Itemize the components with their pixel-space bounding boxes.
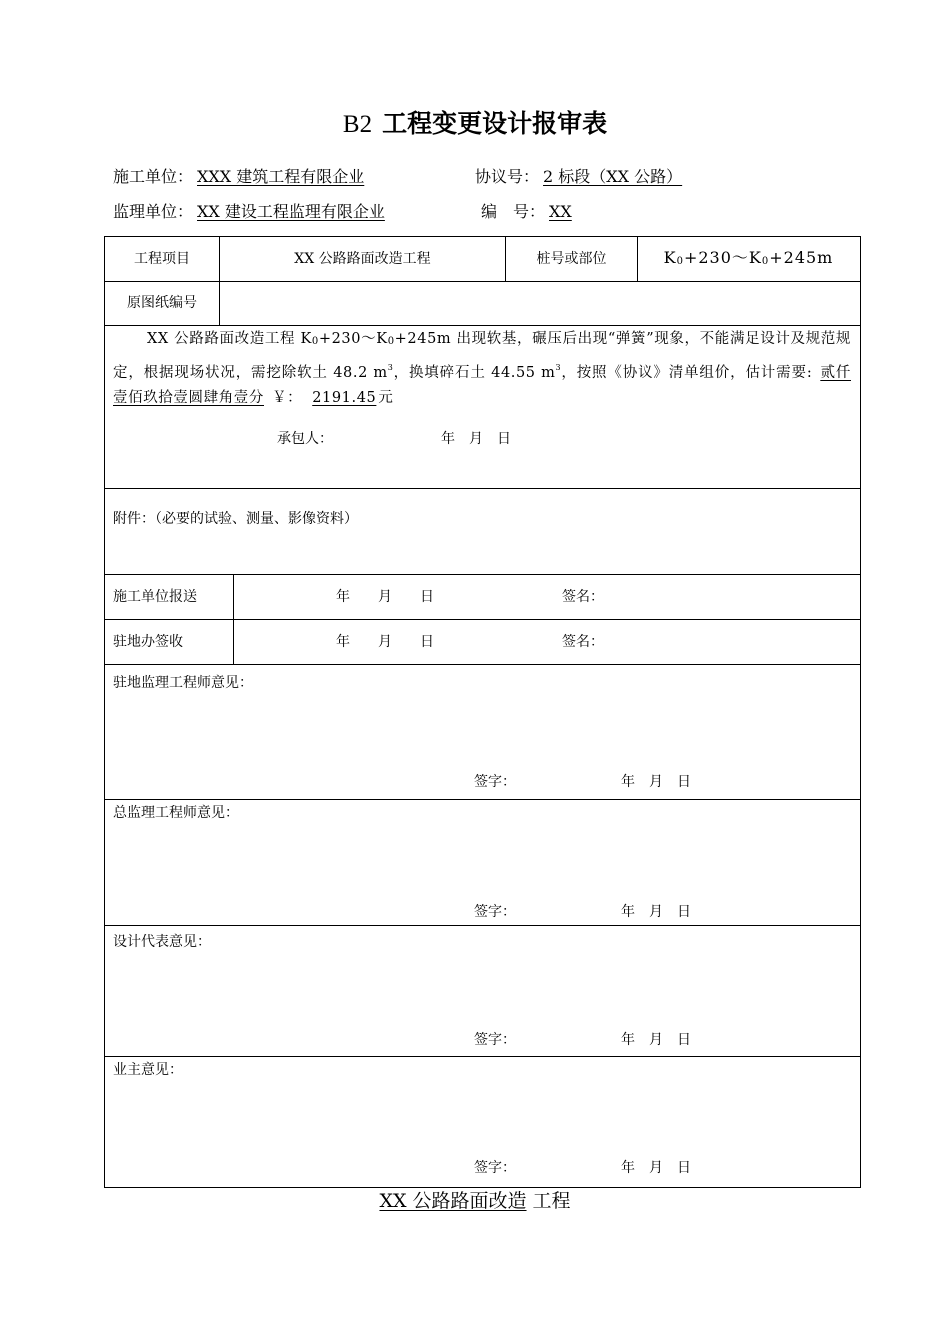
project-value: XX 公路路面改造工程 xyxy=(294,251,431,267)
row-divider xyxy=(104,281,861,282)
resident-engineer-label: 驻地监理工程师意见： xyxy=(113,675,253,691)
agreement-value: 2 标段（XX 公路） xyxy=(543,167,683,186)
row-divider xyxy=(104,925,861,926)
col-divider xyxy=(233,574,234,664)
desc-part1: XX 公路路面改造工程 K xyxy=(147,331,312,347)
contractor-row xyxy=(113,166,368,188)
station-mid: +230～K xyxy=(683,248,762,267)
receive-date: 年 月 日 xyxy=(336,634,434,650)
change-description xyxy=(113,327,851,412)
desc-part2: +230～K xyxy=(318,331,388,347)
footer-rest: 工程 xyxy=(532,1190,571,1212)
drawing-label: 原图纸编号 xyxy=(127,295,197,311)
form-title: 工程变更设计报审表 xyxy=(382,109,608,138)
receive-sign-label: 签名： xyxy=(562,634,604,650)
row-divider xyxy=(104,488,861,489)
row-divider xyxy=(104,325,861,326)
owner-sign-label: 签字： xyxy=(474,1160,516,1176)
station-sub2: 0 xyxy=(761,256,770,267)
attachment-label: 附件：（必要的试验、测量、影像资料） xyxy=(113,511,358,527)
row-divider xyxy=(104,1056,861,1057)
station-sub1: 0 xyxy=(676,256,684,267)
project-label: 工程项目 xyxy=(134,251,190,267)
owner-label: 业主意见： xyxy=(113,1062,183,1078)
agreement-label: 协议号： xyxy=(475,167,540,186)
contractor-date: 年 月 日 xyxy=(441,431,511,447)
supervisor-row xyxy=(113,201,389,223)
agreement-row xyxy=(475,166,686,188)
receive-label: 驻地办签收 xyxy=(113,634,183,650)
desc-sub2: 0 xyxy=(387,336,395,347)
submit-label: 施工单位报送 xyxy=(113,589,197,605)
amount-unit: 元 xyxy=(378,390,394,406)
desc-sup2: 3 xyxy=(555,362,562,372)
design-date: 年 月 日 xyxy=(621,1032,691,1048)
form-code: B2 xyxy=(342,111,373,138)
submit-sign-label: 签名： xyxy=(562,589,604,605)
owner-date: 年 月 日 xyxy=(621,1160,691,1176)
resident-sign-label: 签字： xyxy=(474,774,516,790)
contractor-label: 施工单位： xyxy=(113,167,194,186)
yen-label: ￥： xyxy=(272,390,303,406)
page-footer xyxy=(0,1187,950,1215)
number-value: XX xyxy=(549,202,572,221)
amount-in-words: 贰仟壹佰玖拾壹圆肆角壹分 xyxy=(113,364,851,406)
resident-date: 年 月 日 xyxy=(621,774,691,790)
row-divider xyxy=(104,574,861,575)
row-divider xyxy=(104,619,861,620)
desc-part5: ，按照《协议》清单组价，估计需要: xyxy=(561,364,813,381)
row-divider xyxy=(104,799,861,800)
supervisor-value: XX 建设工程监理有限企业 xyxy=(197,202,385,221)
chief-engineer-label: 总监理工程师意见： xyxy=(113,805,239,821)
chief-date: 年 月 日 xyxy=(621,904,691,920)
station-value xyxy=(638,248,859,272)
contractor-person-label: 承包人： xyxy=(277,431,333,447)
number-row xyxy=(481,201,576,223)
submit-date: 年 月 日 xyxy=(336,589,434,605)
station-end: +245m xyxy=(769,248,834,267)
number-label: 编 号： xyxy=(481,202,546,221)
supervisor-label: 监理单位： xyxy=(113,202,194,221)
contractor-value: XXX 建筑工程有限企业 xyxy=(197,167,365,186)
desc-sub1: 0 xyxy=(311,336,319,347)
desc-part4: ，换填碎石土 44.55 m xyxy=(393,364,556,381)
page-title xyxy=(0,106,950,143)
station-k1: K xyxy=(663,248,677,267)
design-sign-label: 签字： xyxy=(474,1032,516,1048)
design-rep-label: 设计代表意见： xyxy=(113,934,211,950)
desc-part3: +245m 出现软基，碾压后出现“弹簧”现象，不能满足设计及规范规定，根据现场状况，需挖除软土 48.2 m xyxy=(113,331,852,381)
row-divider xyxy=(104,664,861,665)
station-label: 桩号或部位 xyxy=(536,251,607,267)
footer-underlined: XX 公路路面改造 xyxy=(379,1190,527,1212)
chief-sign-label: 签字： xyxy=(474,904,516,920)
desc-sup1: 3 xyxy=(387,362,394,372)
amount-number: 2191.45 xyxy=(312,390,377,406)
